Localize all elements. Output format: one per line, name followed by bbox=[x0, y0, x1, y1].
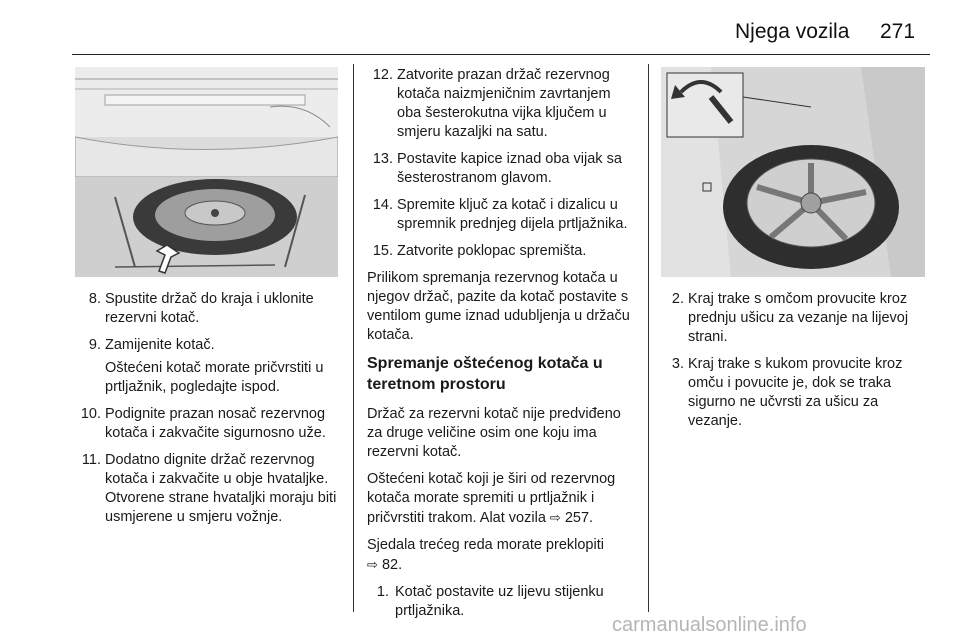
item-text: Kraj trake s omčom provucite kroz prednju ušicu za vezanje na lijevoj strani. bbox=[688, 291, 909, 345]
spare-wheel-lowering-illustration bbox=[75, 67, 338, 277]
page-reference-link[interactable]: 257. bbox=[564, 510, 594, 526]
item-text: Kotač postavite uz lijevu stijenku prtljažnika. bbox=[395, 584, 604, 619]
item-text: Spremite ključ za kotač i dizalicu u spremnik prednjeg dijela prtljažnika. bbox=[397, 197, 628, 232]
item-text: Zamijenite kotač. bbox=[105, 337, 215, 353]
item-text: Dodatno dignite držač rezervnog kotača i zakvačite u obje hvataljke. Otvorene strane hvataljki moraju biti usmjerene u smjeru vožnje. bbox=[105, 452, 337, 525]
column-divider-left bbox=[353, 64, 354, 612]
item-number: 9. bbox=[88, 337, 101, 353]
item-number: 1. bbox=[376, 584, 389, 600]
list-item bbox=[668, 355, 930, 431]
item-number: 8. bbox=[88, 291, 101, 307]
list-item bbox=[75, 451, 343, 527]
list-item bbox=[75, 405, 343, 443]
reference-arrow-icon: ⇨ bbox=[367, 557, 378, 572]
watermark: carmanualsonline.info bbox=[612, 614, 807, 636]
reference-arrow-icon: ⇨ bbox=[549, 510, 561, 525]
list-item bbox=[367, 242, 637, 261]
item-number: 2. bbox=[671, 291, 684, 307]
item-text: Zatvorite poklopac spremišta. bbox=[397, 243, 587, 259]
item-number: 13. bbox=[372, 151, 393, 167]
list-item bbox=[668, 290, 930, 347]
list-item bbox=[75, 336, 343, 355]
paragraph: Prilikom spremanja rezervnog kotača u njegov držač, pazite da kotač postavite s ventilom gume iznad udubljenja u držaču kotača. bbox=[367, 270, 630, 343]
left-text-column bbox=[75, 290, 343, 535]
item-text: Kraj trake s kukom provucite kroz omču i povucite je, dok se traka sigurno ne učvrsti za ušicu za vezanje. bbox=[688, 356, 903, 429]
item-number: 14. bbox=[372, 197, 393, 213]
item-number: 12. bbox=[372, 67, 393, 83]
item-text: Zatvorite prazan držač rezervnog kotača naizmjeničnim zavrtanjem oba šesterokutna vijka ključem u smjeru kazaljki na satu. bbox=[397, 67, 611, 140]
list-item bbox=[367, 196, 637, 234]
middle-text-column bbox=[367, 66, 637, 629]
page-number: 271 bbox=[880, 20, 916, 43]
item-subparagraph: Oštećeni kotač morate pričvrstiti u prtljažnik, pogledajte ispod. bbox=[105, 360, 324, 395]
item-number: 10. bbox=[80, 406, 101, 422]
paragraph bbox=[367, 536, 637, 575]
paragraph bbox=[367, 470, 637, 528]
damaged-wheel-stowage-illustration bbox=[661, 67, 925, 277]
item-text: Podignite prazan nosač rezervnog kotača i zakvačite sigurnosno uže. bbox=[105, 406, 326, 441]
item-text: Postavite kapice iznad oba vijak sa šesterostranom glavom. bbox=[397, 151, 622, 186]
item-text: Spustite držač do kraja i uklonite rezervni kotač. bbox=[105, 291, 314, 326]
page-reference-link[interactable]: 82. bbox=[381, 557, 403, 573]
page-header-title: Njega vozila bbox=[735, 20, 850, 43]
list-item bbox=[367, 66, 637, 142]
item-number: 11. bbox=[81, 452, 101, 468]
paragraph-text: Sjedala trećeg reda morate preklopiti bbox=[367, 537, 604, 553]
item-number: 15. bbox=[372, 243, 393, 259]
paragraph-text: Oštećeni kotač koji je širi od rezervnog kotača morate spremiti u prtljažnik i pričvrstiti trakom. Alat vozila bbox=[367, 471, 616, 526]
list-item bbox=[367, 583, 637, 621]
paragraph: Držač za rezervni kotač nije predviđeno za druge veličine osim one koju ima rezervni kotač. bbox=[367, 406, 621, 460]
list-item bbox=[367, 150, 637, 188]
header-rule bbox=[72, 54, 930, 55]
column-divider-right bbox=[648, 64, 649, 612]
sub-list bbox=[367, 583, 637, 621]
right-text-column bbox=[668, 290, 930, 439]
section-heading: Spremanje oštećenog kotača u teretnom prostoru bbox=[367, 355, 603, 393]
item-number: 3. bbox=[671, 356, 684, 372]
list-item bbox=[75, 290, 343, 328]
